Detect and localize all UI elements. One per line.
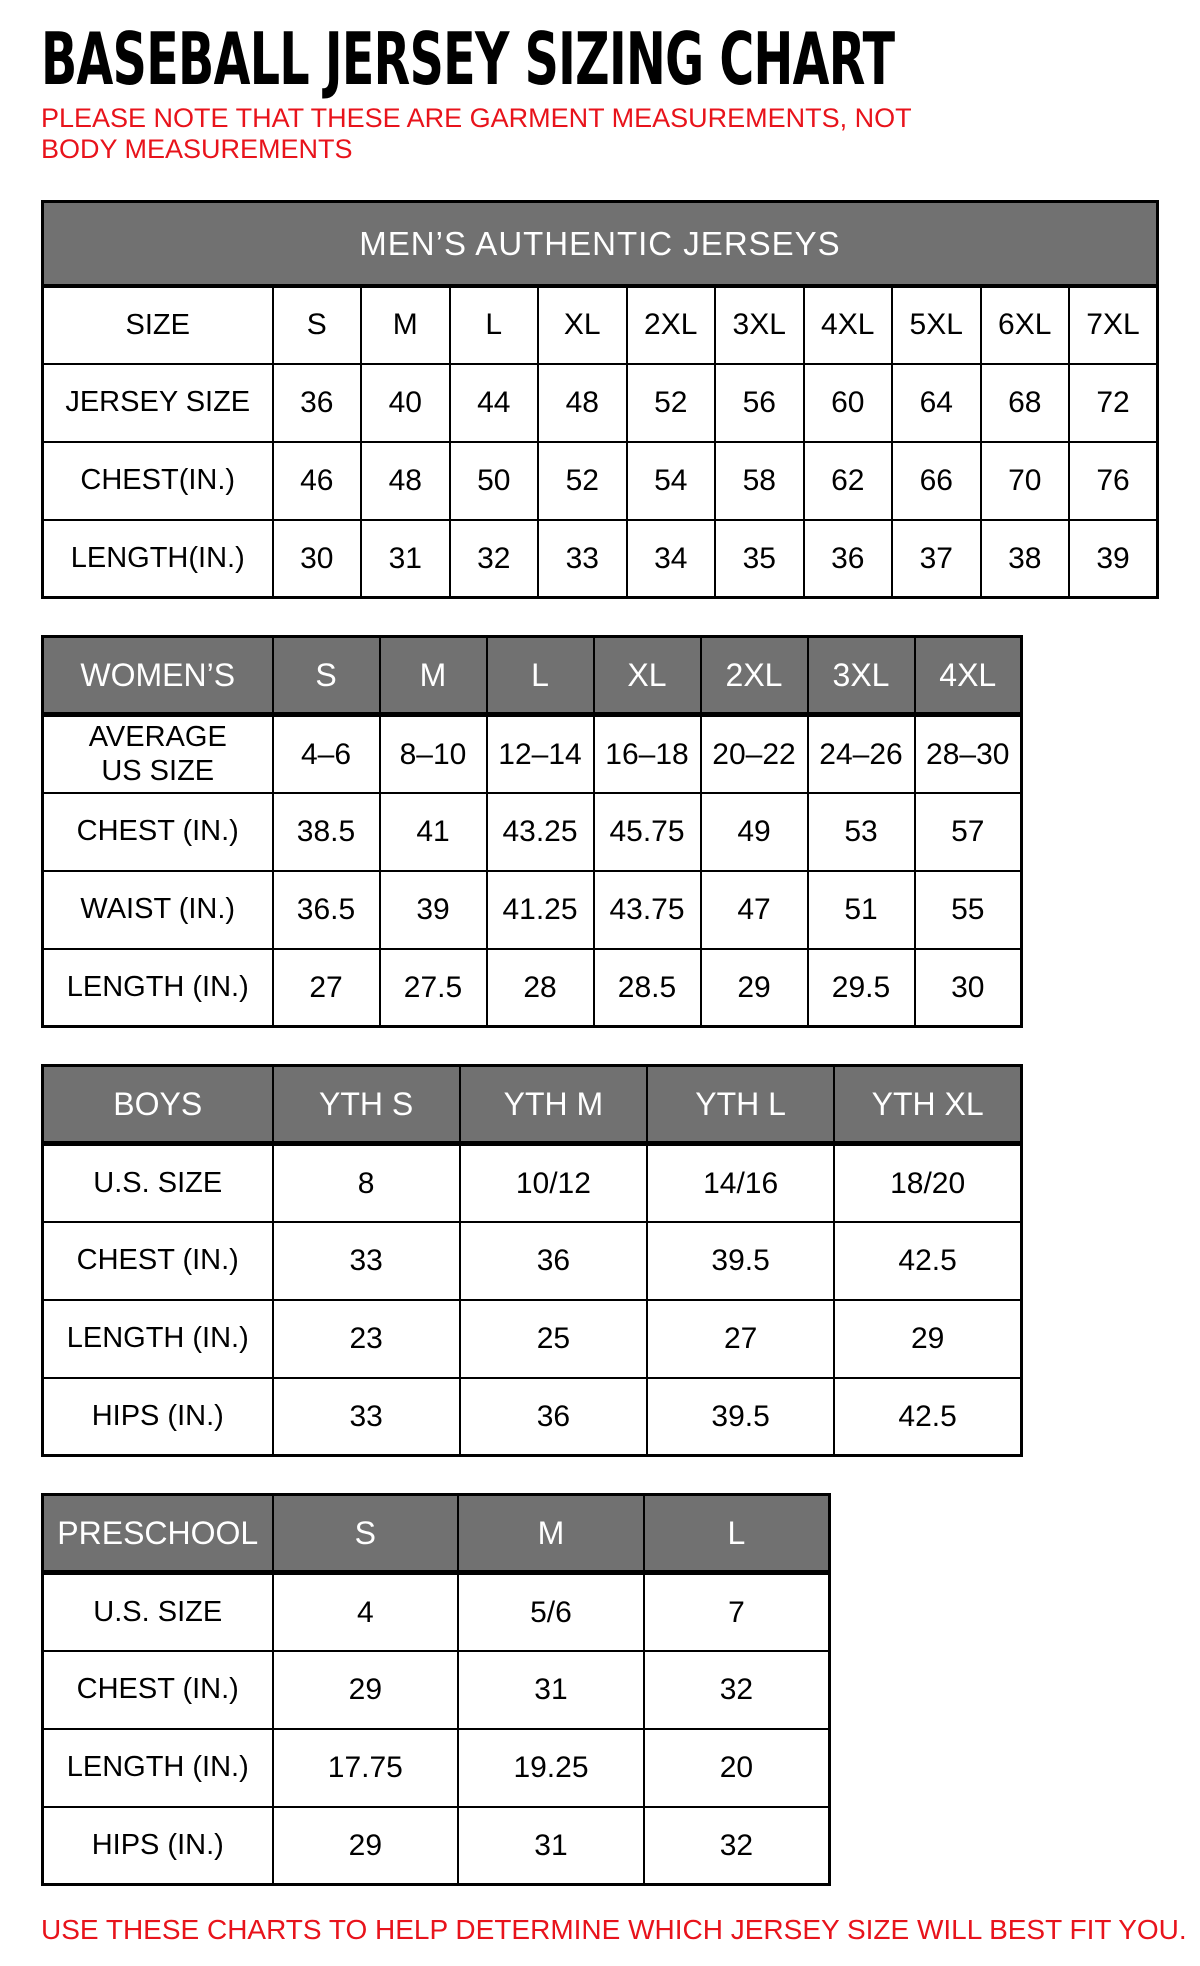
preschool-table-body bbox=[43, 1573, 830, 1885]
table-cell: 30 bbox=[915, 949, 1022, 1027]
table-cell: 37 bbox=[892, 520, 981, 598]
table-cell: 34 bbox=[627, 520, 716, 598]
table-cell: 30 bbox=[273, 520, 362, 598]
table-cell: 36 bbox=[460, 1222, 647, 1300]
table-cell: XL bbox=[538, 286, 627, 364]
table-cell: 72 bbox=[1069, 364, 1158, 442]
header-cell: YTH M bbox=[460, 1066, 647, 1144]
header-cell: M bbox=[380, 637, 487, 715]
garment-measurement-note: PLEASE NOTE THAT THESE ARE GARMENT MEASUREMENTS, NOT BODY MEASUREMENTS bbox=[41, 102, 912, 164]
table-cell: 14/16 bbox=[647, 1144, 834, 1222]
table-cell: 8 bbox=[273, 1144, 460, 1222]
header-cell: S bbox=[273, 637, 380, 715]
header-label: WOMEN’S bbox=[43, 637, 273, 715]
table-cell: 41 bbox=[380, 793, 487, 871]
table-cell: 28.5 bbox=[594, 949, 701, 1027]
row-label-text: HIPS (IN.) bbox=[91, 1400, 224, 1433]
table-cell: 17.75 bbox=[273, 1729, 459, 1807]
row-label bbox=[43, 1300, 273, 1378]
table-cell: 42.5 bbox=[834, 1222, 1021, 1300]
table-cell: S bbox=[273, 286, 362, 364]
table-cell: 68 bbox=[981, 364, 1070, 442]
table-cell: 36 bbox=[460, 1378, 647, 1456]
table-cell: 57 bbox=[915, 793, 1022, 871]
row-label bbox=[43, 1807, 273, 1885]
table-cell: 70 bbox=[981, 442, 1070, 520]
table-cell: 16–18 bbox=[594, 715, 701, 793]
row-label-text: CHEST (IN.) bbox=[76, 815, 239, 848]
table-cell: 40 bbox=[361, 364, 450, 442]
table-cell: 28–30 bbox=[915, 715, 1022, 793]
table-cell: 39 bbox=[1069, 520, 1158, 598]
row-label bbox=[43, 871, 273, 949]
table-row bbox=[43, 442, 1158, 520]
table-cell: 47 bbox=[701, 871, 808, 949]
header-cell: YTH L bbox=[647, 1066, 834, 1144]
table-cell: 36 bbox=[273, 364, 362, 442]
header-cell: L bbox=[487, 637, 594, 715]
row-label bbox=[43, 1222, 273, 1300]
womens-table-head bbox=[43, 637, 1022, 715]
table-cell: 43.25 bbox=[487, 793, 594, 871]
mens-banner-row bbox=[43, 202, 1158, 286]
row-label bbox=[43, 364, 273, 442]
table-cell: 4XL bbox=[804, 286, 893, 364]
table-row bbox=[43, 364, 1158, 442]
row-label-text: U.S. SIZE bbox=[93, 1596, 223, 1629]
table-cell: 41.25 bbox=[487, 871, 594, 949]
table-cell: 29.5 bbox=[808, 949, 915, 1027]
table-cell: 44 bbox=[450, 364, 539, 442]
preschool-table-head bbox=[43, 1495, 830, 1573]
boys-table-head bbox=[43, 1066, 1022, 1144]
table-row bbox=[43, 1729, 830, 1807]
table-cell: 7 bbox=[644, 1573, 830, 1651]
table-cell: 64 bbox=[892, 364, 981, 442]
mens-table-banner: MEN’S AUTHENTIC JERSEYS bbox=[43, 202, 1158, 286]
row-label-text: CHEST (IN.) bbox=[76, 1244, 239, 1277]
row-label bbox=[43, 1729, 273, 1807]
table-cell: 35 bbox=[715, 520, 804, 598]
table-row bbox=[43, 286, 1158, 364]
table-cell: 32 bbox=[644, 1651, 830, 1729]
header-label: PRESCHOOL bbox=[43, 1495, 273, 1573]
row-label bbox=[43, 949, 273, 1027]
table-cell: 31 bbox=[361, 520, 450, 598]
table-cell: 39.5 bbox=[647, 1222, 834, 1300]
table-cell: 7XL bbox=[1069, 286, 1158, 364]
womens-sizing-table bbox=[41, 635, 1023, 1028]
table-cell: 23 bbox=[273, 1300, 460, 1378]
row-label bbox=[43, 520, 273, 598]
table-cell: 60 bbox=[804, 364, 893, 442]
table-cell: 3XL bbox=[715, 286, 804, 364]
table-cell: 49 bbox=[701, 793, 808, 871]
header-cell: 4XL bbox=[915, 637, 1022, 715]
table-cell: 51 bbox=[808, 871, 915, 949]
mens-sizing-table bbox=[41, 200, 1159, 599]
footer-note: USE THESE CHARTS TO HELP DETERMINE WHICH JERSEY SIZE WILL BEST FIT YOU. bbox=[41, 1914, 1187, 1946]
row-label-text: U.S. SIZE bbox=[93, 1167, 223, 1200]
table-cell: 5XL bbox=[892, 286, 981, 364]
table-row bbox=[43, 871, 1022, 949]
boys-sizing-table bbox=[41, 1064, 1023, 1457]
table-cell: 53 bbox=[808, 793, 915, 871]
page-title bbox=[41, 17, 1170, 101]
row-label-text: AVERAGE US SIZE bbox=[88, 721, 227, 787]
table-row bbox=[43, 949, 1022, 1027]
table-cell: 31 bbox=[458, 1807, 644, 1885]
table-header-row bbox=[43, 637, 1022, 715]
page-title-text: BASEBALL JERSEY SIZING CHART bbox=[41, 17, 895, 101]
table-cell: 55 bbox=[915, 871, 1022, 949]
table-cell: 36 bbox=[804, 520, 893, 598]
table-cell: 62 bbox=[804, 442, 893, 520]
table-cell: 27 bbox=[273, 949, 380, 1027]
table-cell: 10/12 bbox=[460, 1144, 647, 1222]
table-cell: 56 bbox=[715, 364, 804, 442]
table-row bbox=[43, 1651, 830, 1729]
row-label-text: LENGTH(IN.) bbox=[70, 542, 245, 575]
table-cell: L bbox=[450, 286, 539, 364]
table-cell: 2XL bbox=[627, 286, 716, 364]
row-label bbox=[43, 286, 273, 364]
table-cell: 12–14 bbox=[487, 715, 594, 793]
table-row bbox=[43, 715, 1022, 793]
row-label-text: SIZE bbox=[125, 308, 190, 341]
table-row bbox=[43, 1378, 1022, 1456]
row-label-text: CHEST(IN.) bbox=[80, 464, 236, 497]
table-cell: 29 bbox=[273, 1807, 459, 1885]
table-row bbox=[43, 1300, 1022, 1378]
row-label bbox=[43, 442, 273, 520]
table-cell: 39.5 bbox=[647, 1378, 834, 1456]
table-cell: 48 bbox=[538, 364, 627, 442]
table-cell: 32 bbox=[644, 1807, 830, 1885]
boys-table-body bbox=[43, 1144, 1022, 1456]
table-header-row bbox=[43, 1066, 1022, 1144]
table-cell: 45.75 bbox=[594, 793, 701, 871]
table-cell: 8–10 bbox=[380, 715, 487, 793]
table-cell: 42.5 bbox=[834, 1378, 1021, 1456]
table-cell: 66 bbox=[892, 442, 981, 520]
mens-table-body bbox=[43, 286, 1158, 598]
row-label bbox=[43, 1378, 273, 1456]
header-cell: XL bbox=[594, 637, 701, 715]
table-cell: 29 bbox=[701, 949, 808, 1027]
table-cell: 4 bbox=[273, 1573, 459, 1651]
row-label bbox=[43, 1144, 273, 1222]
table-row bbox=[43, 520, 1158, 598]
table-row bbox=[43, 1807, 830, 1885]
table-cell: 52 bbox=[627, 364, 716, 442]
preschool-sizing-table bbox=[41, 1493, 831, 1886]
row-label bbox=[43, 793, 273, 871]
row-label-text: LENGTH (IN.) bbox=[66, 1751, 249, 1784]
table-cell: 18/20 bbox=[834, 1144, 1021, 1222]
table-cell: 33 bbox=[273, 1378, 460, 1456]
row-label bbox=[43, 1651, 273, 1729]
womens-table-body bbox=[43, 715, 1022, 1027]
row-label bbox=[43, 715, 273, 793]
table-row bbox=[43, 793, 1022, 871]
table-cell: 24–26 bbox=[808, 715, 915, 793]
row-label-text: JERSEY SIZE bbox=[65, 386, 251, 419]
row-label bbox=[43, 1573, 273, 1651]
row-label-text: CHEST (IN.) bbox=[76, 1673, 239, 1706]
table-cell: 29 bbox=[273, 1651, 459, 1729]
header-cell: 3XL bbox=[808, 637, 915, 715]
table-cell: 5/6 bbox=[458, 1573, 644, 1651]
table-cell: 20–22 bbox=[701, 715, 808, 793]
table-row bbox=[43, 1222, 1022, 1300]
header-cell: L bbox=[644, 1495, 830, 1573]
table-cell: 19.25 bbox=[458, 1729, 644, 1807]
table-cell: 46 bbox=[273, 442, 362, 520]
table-cell: 4–6 bbox=[273, 715, 380, 793]
table-row bbox=[43, 1573, 830, 1651]
table-cell: 28 bbox=[487, 949, 594, 1027]
table-cell: 54 bbox=[627, 442, 716, 520]
table-cell: 52 bbox=[538, 442, 627, 520]
table-cell: 36.5 bbox=[273, 871, 380, 949]
mens-table-head bbox=[43, 202, 1158, 286]
table-cell: 58 bbox=[715, 442, 804, 520]
table-cell: 50 bbox=[450, 442, 539, 520]
table-cell: 76 bbox=[1069, 442, 1158, 520]
header-cell: S bbox=[273, 1495, 459, 1573]
table-cell: M bbox=[361, 286, 450, 364]
table-cell: 38 bbox=[981, 520, 1070, 598]
row-label-text: WAIST (IN.) bbox=[80, 893, 236, 926]
row-label-text: HIPS (IN.) bbox=[91, 1829, 224, 1862]
table-cell: 32 bbox=[450, 520, 539, 598]
row-label-text: LENGTH (IN.) bbox=[66, 1322, 249, 1355]
header-cell: YTH XL bbox=[834, 1066, 1021, 1144]
table-cell: 27 bbox=[647, 1300, 834, 1378]
table-cell: 33 bbox=[538, 520, 627, 598]
table-cell: 48 bbox=[361, 442, 450, 520]
header-cell: M bbox=[458, 1495, 644, 1573]
table-cell: 6XL bbox=[981, 286, 1070, 364]
table-header-row bbox=[43, 1495, 830, 1573]
table-cell: 25 bbox=[460, 1300, 647, 1378]
table-cell: 33 bbox=[273, 1222, 460, 1300]
table-cell: 38.5 bbox=[273, 793, 380, 871]
table-cell: 29 bbox=[834, 1300, 1021, 1378]
header-label: BOYS bbox=[43, 1066, 273, 1144]
table-cell: 27.5 bbox=[380, 949, 487, 1027]
table-cell: 43.75 bbox=[594, 871, 701, 949]
table-cell: 20 bbox=[644, 1729, 830, 1807]
table-row bbox=[43, 1144, 1022, 1222]
table-cell: 31 bbox=[458, 1651, 644, 1729]
header-cell: 2XL bbox=[701, 637, 808, 715]
header-cell: YTH S bbox=[273, 1066, 460, 1144]
table-cell: 39 bbox=[380, 871, 487, 949]
row-label-text: LENGTH (IN.) bbox=[66, 971, 249, 1004]
